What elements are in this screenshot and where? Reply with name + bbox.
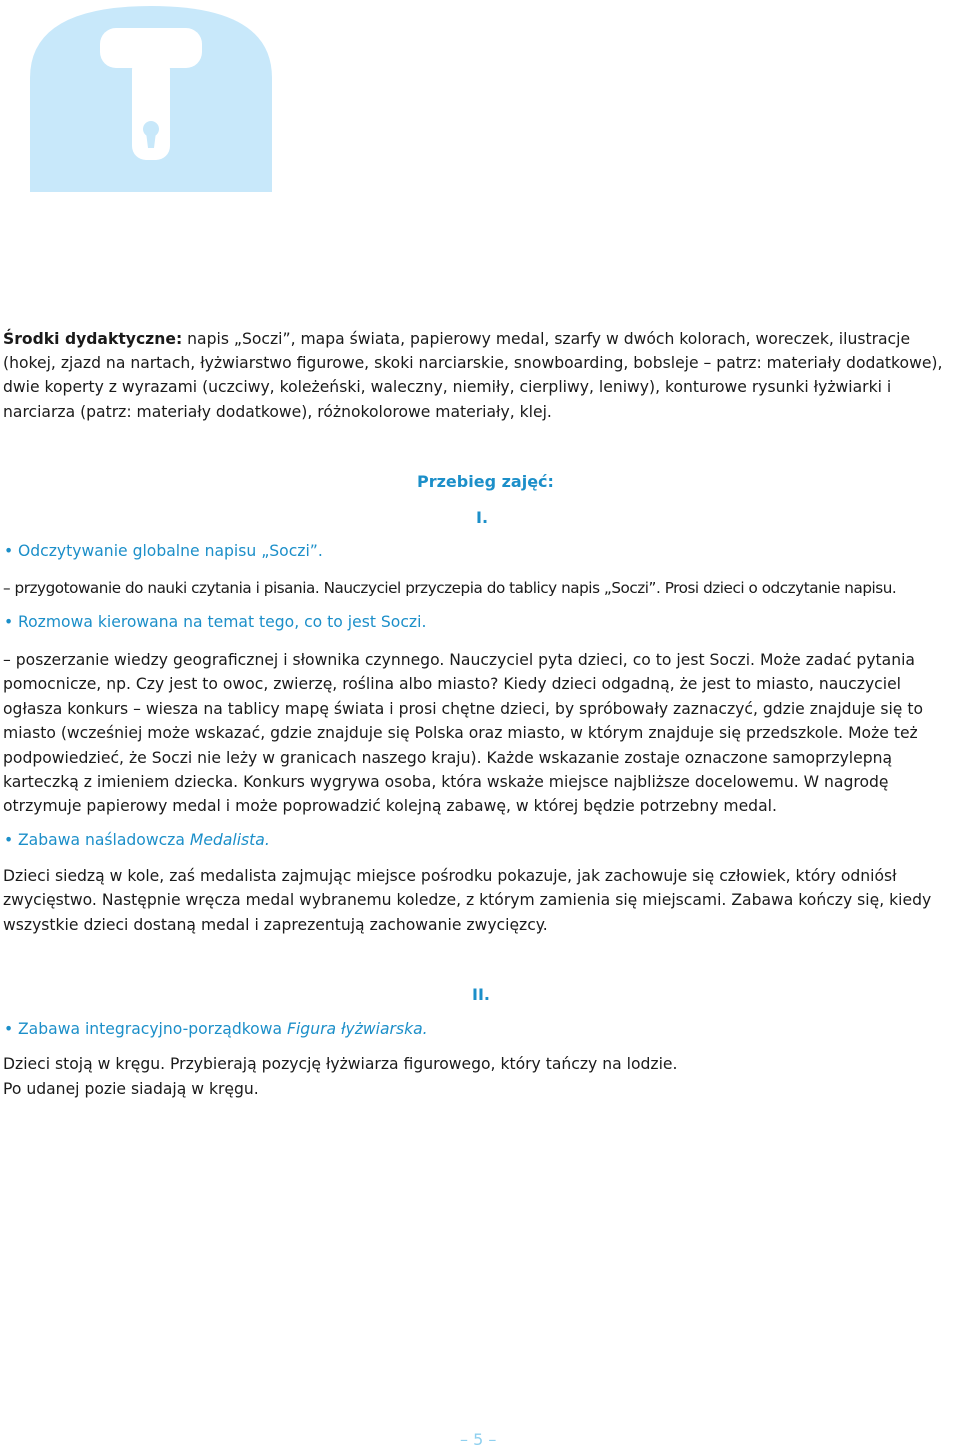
part1-bullet-3: • Zabawa naśladowcza Medalista. — [4, 831, 270, 849]
part1-text-1: – przygotowanie do nauki czytania i pisania. Nauczyciel przyczepia do tablicy napis „Soczi”. Prosi dzieci o odczytanie napisu. — [3, 579, 897, 597]
part1-text-2: – poszerzanie wiedzy geograficznej i słownika czynnego. Nauczyciel pyta dzieci, co to jest Soczi. Może zadać pytania pomocnicze, np. Czy jest to owoc, zwierzę, roślina albo miasto? Kiedy dzieci odgadną, że jest to miasto, nauczyciel ogłasza konkurs – wiesza na tablicy mapę świata i prosi chętne dzieci, by spróbowały zaznaczyć, gdzie znajduje się to miasto (wcześniej może wskazać, gdzie znajduje się Polska oraz miasto, w którym znajduje się przedszkole. Może też podpowiedzieć, że Soczi nie leży w granicach naszego kraju). Każde wskazanie zostaje oznaczone samoprzylepną karteczką z imieniem dziecka. Konkurs wygrywa osoba, która wskaże miejsce najbliższe docelowemu. W nagrodę otrzymuje papierowy medal i może poprowadzić kolejną zabawę, w której będzie potrzebny medal. — [3, 651, 924, 816]
materials-label: Środki dydaktyczne: — [3, 330, 183, 348]
treasure-chest-icon — [30, 6, 272, 192]
course-title: Przebieg zajęć: — [417, 472, 554, 491]
part2-bullet-1: • Zabawa integracyjno-porządkowa Figura łyżwiarska. — [4, 1020, 428, 1038]
part1-text-3: Dzieci siedzą w kole, zaś medalista zajmując miejsce pośrodku pokazuje, jak zachowuje się człowiek, który odniósł zwycięstwo. Następnie wręcza medal wybranemu koledze, z którym zamienia się miejscami. Zabawa kończy się, kiedy wszystkie dzieci dostaną medal i zaprezentują zachowanie zwycięzcy. — [3, 867, 932, 934]
part2-text-line-2: Po udanej pozie siadają w kręgu. — [3, 1080, 259, 1098]
materials-text: napis „Soczi”, mapa świata, papierowy medal, szarfy w dwóch kolorach, woreczek, ilustracje (hokej, zjazd na nartach, łyżwiarstwo figurowe, skoki narciarskie, snowboarding, bobsleje – patrz: materiały dodatkowe), dwie koperty z wyrazami (uczciwy, koleżeński, waleczny, niemiły, cierpliwy, leniwy), konturowe rysunki łyżwiarki i narciarza (patrz: materiały dodatkowe), różnokolorowe materiały, klej. — [3, 330, 943, 421]
part1-bullet-1: • Odczytywanie globalne napisu „Soczi”. — [4, 542, 323, 560]
part1-bullet-2: • Rozmowa kierowana na temat tego, co to jest Soczi. — [4, 613, 427, 631]
part1-numeral: I. — [476, 508, 489, 527]
part2-text-line-1: Dzieci stoją w kręgu. Przybierają pozycję łyżwiarza figurowego, który tańczy na lodzie. — [3, 1055, 678, 1073]
materials-paragraph — [3, 327, 953, 424]
page-number: – 5 – — [460, 1430, 497, 1449]
part2-numeral: II. — [472, 985, 490, 1004]
